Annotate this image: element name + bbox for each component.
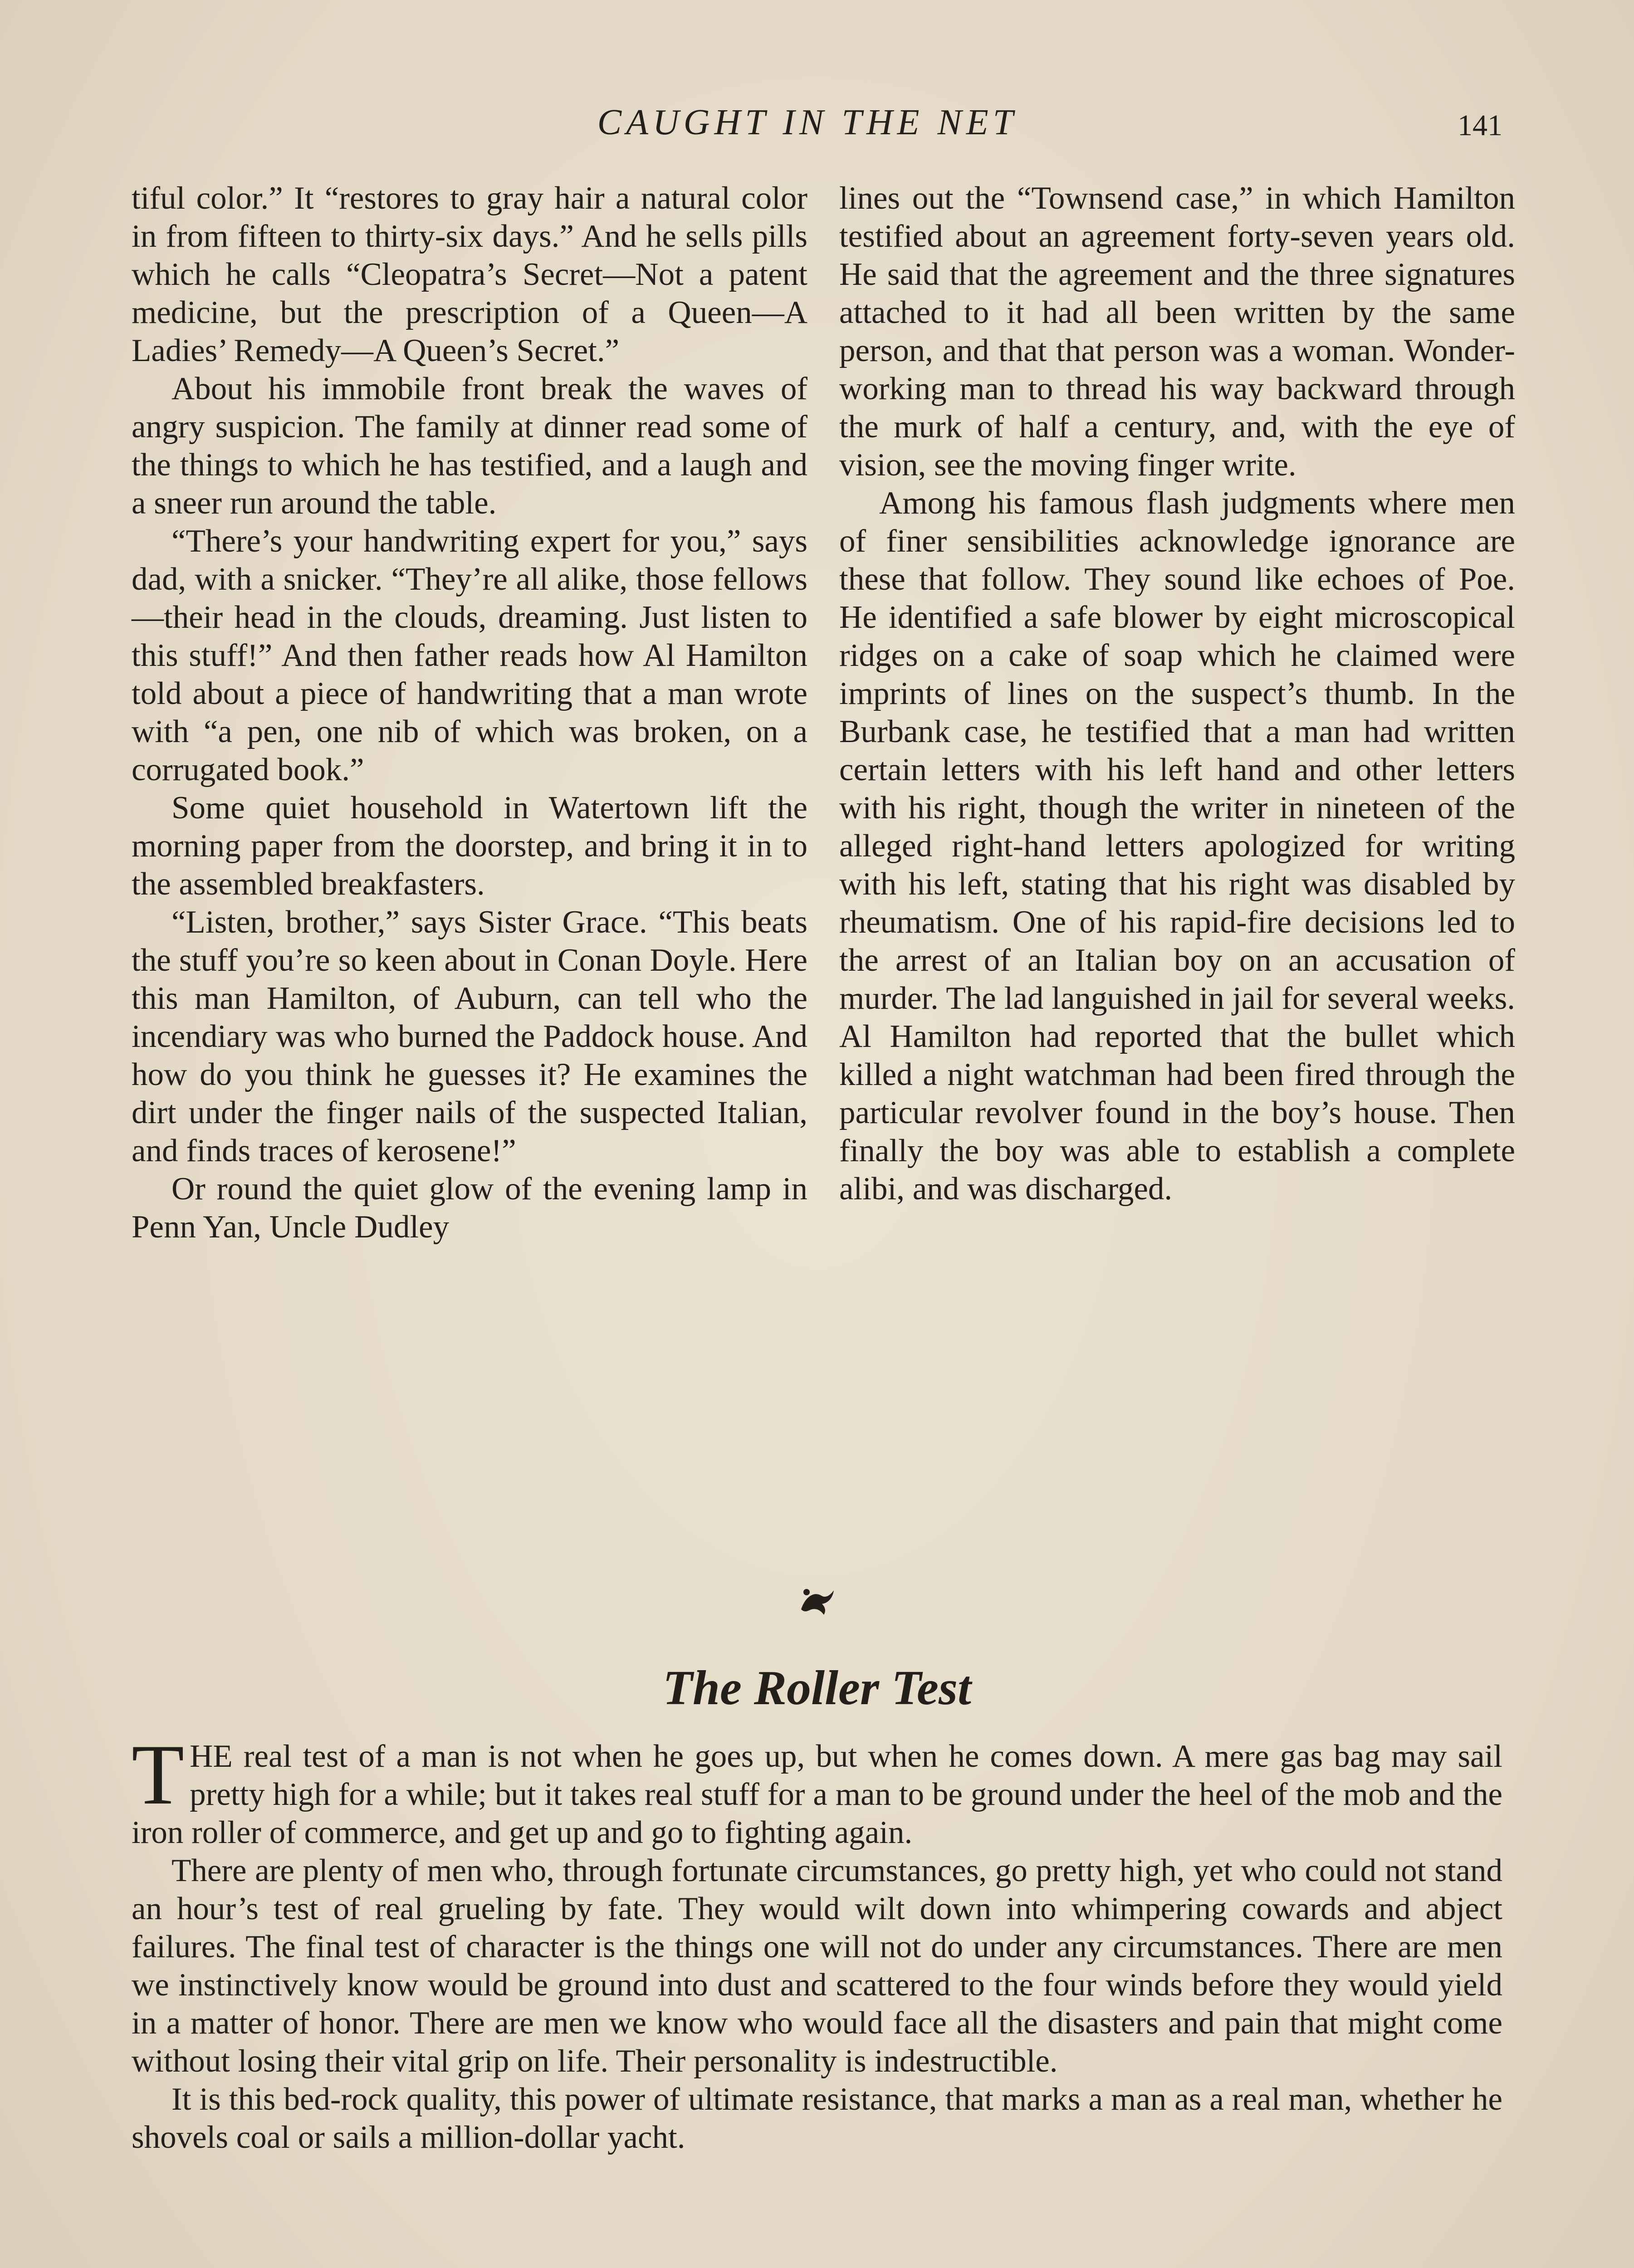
- running-header: [0, 102, 1634, 147]
- paragraph: Or round the quiet glow of the evening lamp in Penn Yan, Uncle Dudley: [132, 1171, 807, 1245]
- paragraph: “Listen, brother,” says Sister Grace. “This beats the stuff you’re so keen about in Conan Doyle. Here this man Hamilton, of Auburn, can tell who the incendiary was who burned the Paddock house. And how do you think he guesses it? He examines the dirt under the finger nails of the suspected Italian, and finds traces of kerosene!”: [132, 904, 807, 1168]
- left-column: [132, 179, 807, 1246]
- paragraph: tiful color.” It “restores to gray hair a natural color in from fifteen to thirty-six days.” And he sells pills which he calls “Cleopatra’s Secret—Not a patent medicine, but the prescription of a Queen—A Ladies’ Remedy—A Queen’s Secret.”: [132, 181, 807, 368]
- page-number: 141: [1458, 109, 1502, 142]
- paragraph: “There’s your handwriting expert for you,” says dad, with a snicker. “They’re all alike, those fellows—their head in the clouds, dreaming. Just listen to this stuff!” And then father reads how Al Hamilton told about a piece of handwriting that a man wrote with “a pen, one nib of which was broken, on a corrugated book.”: [132, 523, 807, 787]
- right-column: [839, 179, 1515, 1208]
- drop-cap: T: [132, 1727, 185, 1823]
- running-title: CAUGHT IN THE NET: [597, 103, 1018, 142]
- essay-body: [132, 1727, 1502, 2156]
- paragraph: Among his famous flash judgments where men of finer sensibilities acknowledge ignorance are these that follow. They sound like echoes of Poe. He identified a safe blower by eight microscopical ridges on a cake of soap which he claimed were imprints of lines on the suspect’s thumb. In the Burbank case, he testified that a man had written certain letters with his left hand and other letters with his right, though the writer in nineteen of the alleged right-hand letters apologized for writing with his left, stating that his right was disabled by rheumatism. One of his rapid-fire decisions led to the arrest of an Italian boy on an accusation of murder. The lad languished in jail for several weeks. Al Hamilton had reported that the bullet which killed a night watchman had been fired through the particular revolver found in the boy’s house. Then finally the boy was able to establish a complete alibi, and was discharged.: [839, 485, 1515, 1207]
- paragraph: It is this bed-rock quality, this power of ultimate resistance, that marks a man as a real man, whether he shovels coal or sails a million-dollar yacht.: [132, 2082, 1502, 2155]
- paragraph: There are plenty of men who, through fortunate circumstances, go pretty high, yet who could not stand an hour’s test of real grueling by fate. They would wilt down into whimpering cowards and abject failures. The final test of character is the things one will not do under any circumstances. There are men we instinctively know would be ground into dust and scattered to the four winds before they would yield in a matter of honor. There are men we know who would face all the disasters and pain that might come without losing their vital grip on life. Their personality is indestructible.: [132, 1853, 1502, 2079]
- fleuron-ornament-icon: [797, 1582, 837, 1618]
- paragraph: lines out the “Townsend case,” in which Hamilton testified about an agreement forty-seven years old. He said that the agreement and the three signatures attached to it had all been written by the same person, and that that person was a woman. Wonder-working man to thread his way backward through the murk of half a century, and, with the eye of vision, see the moving finger write.: [839, 181, 1515, 483]
- section-title: The Roller Test: [662, 1661, 971, 1715]
- first-paragraph: [132, 1727, 1502, 1852]
- paragraph: Some quiet household in Watertown lift the morning paper from the doorstep, and bring it in to the assembled breakfasters.: [132, 790, 807, 902]
- first-paragraph-text: HE real test of a man is not when he goes up, but when he comes down. A mere gas bag may sail pretty high for a while; but it takes real stuff for a man to be ground under the heel of the mob and the iron roller of commerce, and get up and go to fighting again.: [132, 1739, 1502, 1850]
- paragraph: About his immobile front break the waves of angry suspicion. The family at dinner read some of the things to which he has testified, and a laugh and a sneer run around the table.: [132, 371, 807, 521]
